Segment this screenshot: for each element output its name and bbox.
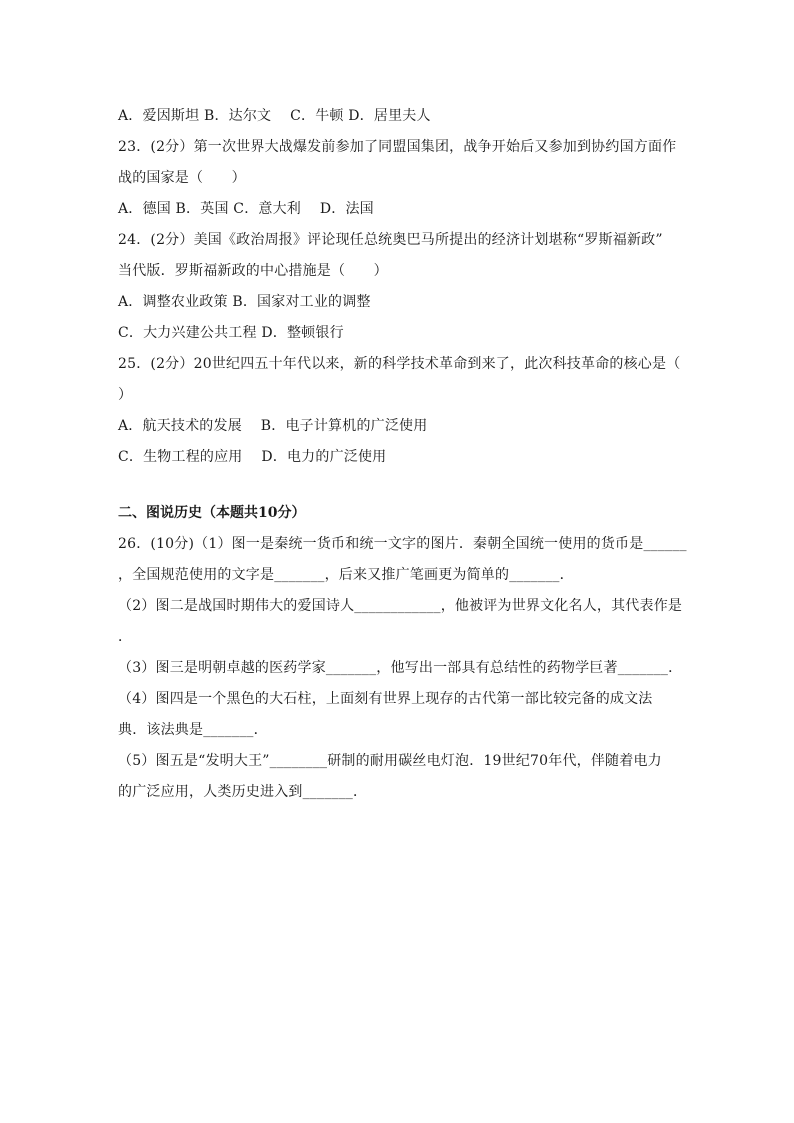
question-q22-options [118,101,678,132]
text-line: C．大力兴建公共工程 D．整顿银行 [118,325,344,341]
question-q24-options [118,287,678,349]
question-q25-options [118,411,678,473]
text-line: 23．(2分）第一次世界大战爆发前参加了同盟国集团，战争开始后又参加到协约国方面作 [118,139,677,155]
text-line: ，全国规范使用的文字是_______，后来又推广笔画更为简单的_______． [118,567,574,583]
question-q25 [118,349,681,411]
text-line: （2）图二是战国时期伟大的爱国诗人____________，他被评为世界文化名人，其代表作是 [118,598,683,614]
text-line: C．生物工程的应用 D．电力的广泛使用 [118,449,387,465]
text-line: （5）图五是“发明大王”________研制的耐用碳丝电灯泡．19世纪70年代，伴随着电力 [118,753,662,769]
question-q26-2 [118,591,683,653]
text-line: ． [118,629,133,645]
multiple-choice-questions [118,101,681,473]
text-line: A．德国 B．英国 C．意大利 D．法国 [118,201,374,217]
text-line: A．航天技术的发展 B．电子计算机的广泛使用 [118,418,428,434]
section-title: 二、图说历史（本题共10分） [118,505,306,521]
question-q24 [118,225,678,287]
text-line: 战的国家是（ ） [118,170,246,186]
text-line: A．爱因斯坦 B．达尔文 C．牛顿 D．居里夫人 [118,108,431,124]
picture-history-questions [118,529,687,808]
text-line: 的广泛应用，人类历史进入到_______． [118,784,368,800]
text-line: （3）图三是明朝卓越的医药学家_______，他写出一部具有总结性的药物学巨著_______． [118,660,683,676]
question-q26-5 [118,746,678,808]
text-line: （4）图四是一个黑色的大石柱，上面刻有世界上现存的古代第一部比较完备的成文法 [118,691,653,707]
text-line: 典．该法典是_______． [118,722,268,738]
question-q23 [118,132,678,194]
text-line: 25．(2分）20世纪四五十年代以来，新的科学技术革命到来了，此次科技革命的核心是（ [118,356,681,372]
text-line: A．调整农业政策 B．国家对工业的调整 [118,294,371,310]
question-q26-3 [118,653,683,684]
text-line: 24．(2分）美国《政治周报》评论现任总统奥巴马所提出的经济计划堪称“罗斯福新政” [118,232,663,248]
question-q26-1 [118,529,687,591]
text-line: 26．(10分)（1）图一是秦统一货币和统一文字的图片．秦朝全国统一使用的货币是______ [118,536,687,552]
text-line: ） [118,387,133,403]
text-line: 当代版．罗斯福新政的中心措施是（ ） [118,263,388,279]
question-q26-4 [118,684,678,746]
question-q23-options [118,194,678,225]
page-content [118,101,687,808]
